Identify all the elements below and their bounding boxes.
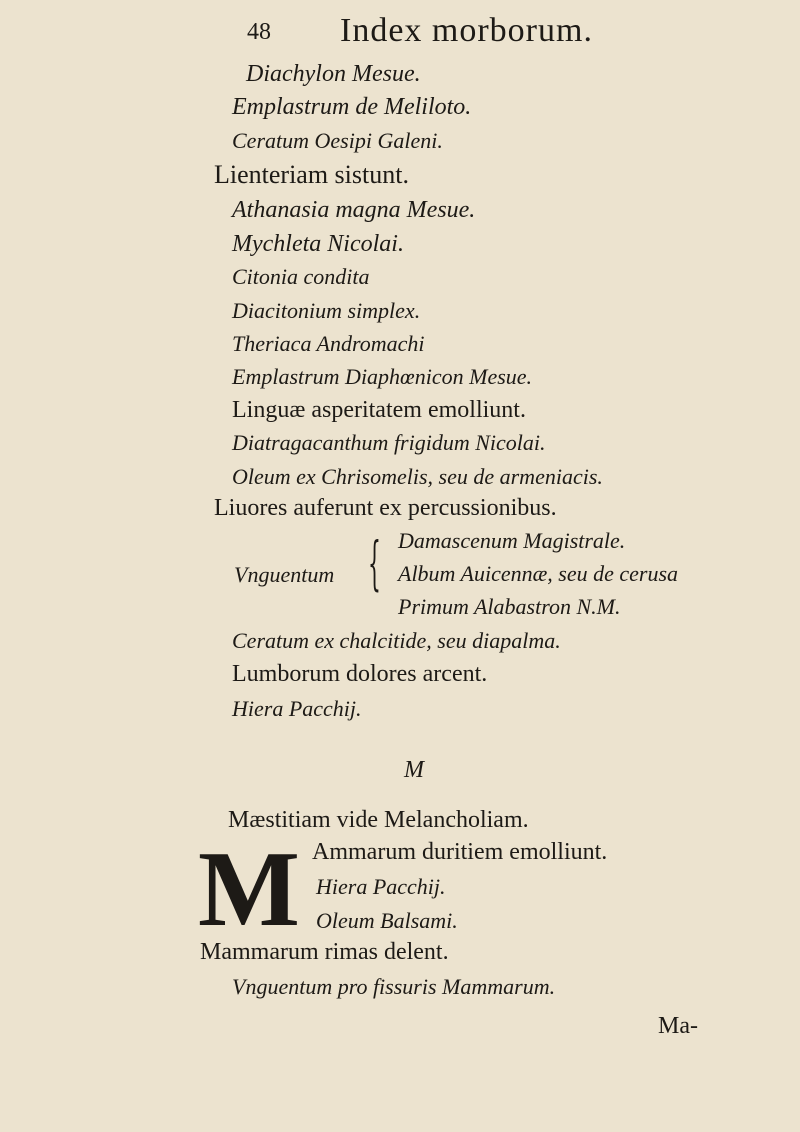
entry-heading: Mammarum rimas delent.: [200, 939, 449, 965]
running-title: Index morborum.: [340, 12, 593, 49]
unguentum-option: Primum Alabastron N.M.: [398, 594, 621, 619]
entry-heading: Lienteriam sistunt.: [214, 160, 409, 189]
entry-line: Hiera Pacchij.: [232, 696, 362, 721]
entry-line: Oleum ex Chrisomelis, seu de armeniacis.: [232, 464, 603, 489]
unguentum-option: Album Auicennæ, seu de cerusa: [398, 561, 679, 586]
entry-line: Diacitonium simplex.: [232, 298, 421, 323]
entry-line: Athanasia magna Mesue.: [232, 197, 476, 223]
entry-line: Theriaca Andromachi: [232, 331, 425, 356]
entry-heading: Liuores auferunt ex percussionibus.: [214, 495, 557, 521]
entry-heading: Linguæ asperitatem emolliunt.: [232, 397, 526, 423]
entry-line: Emplastrum Diaphœnicon Mesue.: [232, 364, 533, 389]
entry-line: Oleum Balsami.: [316, 908, 458, 933]
entry-line: Hiera Pacchij.: [316, 874, 446, 899]
drop-cap: M: [198, 830, 300, 949]
catchword: Ma-: [658, 1013, 698, 1039]
entry-heading: Mæstitiam vide Melancholiam.: [228, 807, 529, 833]
entry-line: Ceratum Oesipi Galeni.: [232, 128, 443, 153]
entry-line: Vnguentum pro fissuris Mammarum.: [232, 974, 556, 999]
section-letter: M: [404, 757, 424, 783]
entry-line: Diatragacanthum frigidum Nicolai.: [232, 430, 546, 455]
entry-line: Mychleta Nicolai.: [232, 231, 404, 257]
entry-line: Citonia condita: [232, 264, 370, 289]
page-number: 48: [247, 19, 271, 45]
brace-glyph: {: [368, 529, 381, 597]
entry-heading: Lumborum dolores arcent.: [232, 661, 488, 687]
unguentum-option: Damascenum Magistrale.: [398, 528, 626, 553]
entry-heading: Ammarum duritiem emolliunt.: [312, 839, 608, 865]
entry-line: Diachylon Mesue.: [246, 61, 421, 87]
entry-line: Emplastrum de Meliloto.: [232, 94, 472, 120]
unguentum-label: Vnguentum: [234, 562, 335, 587]
entry-line: Ceratum ex chalcitide, seu diapalma.: [232, 628, 561, 653]
